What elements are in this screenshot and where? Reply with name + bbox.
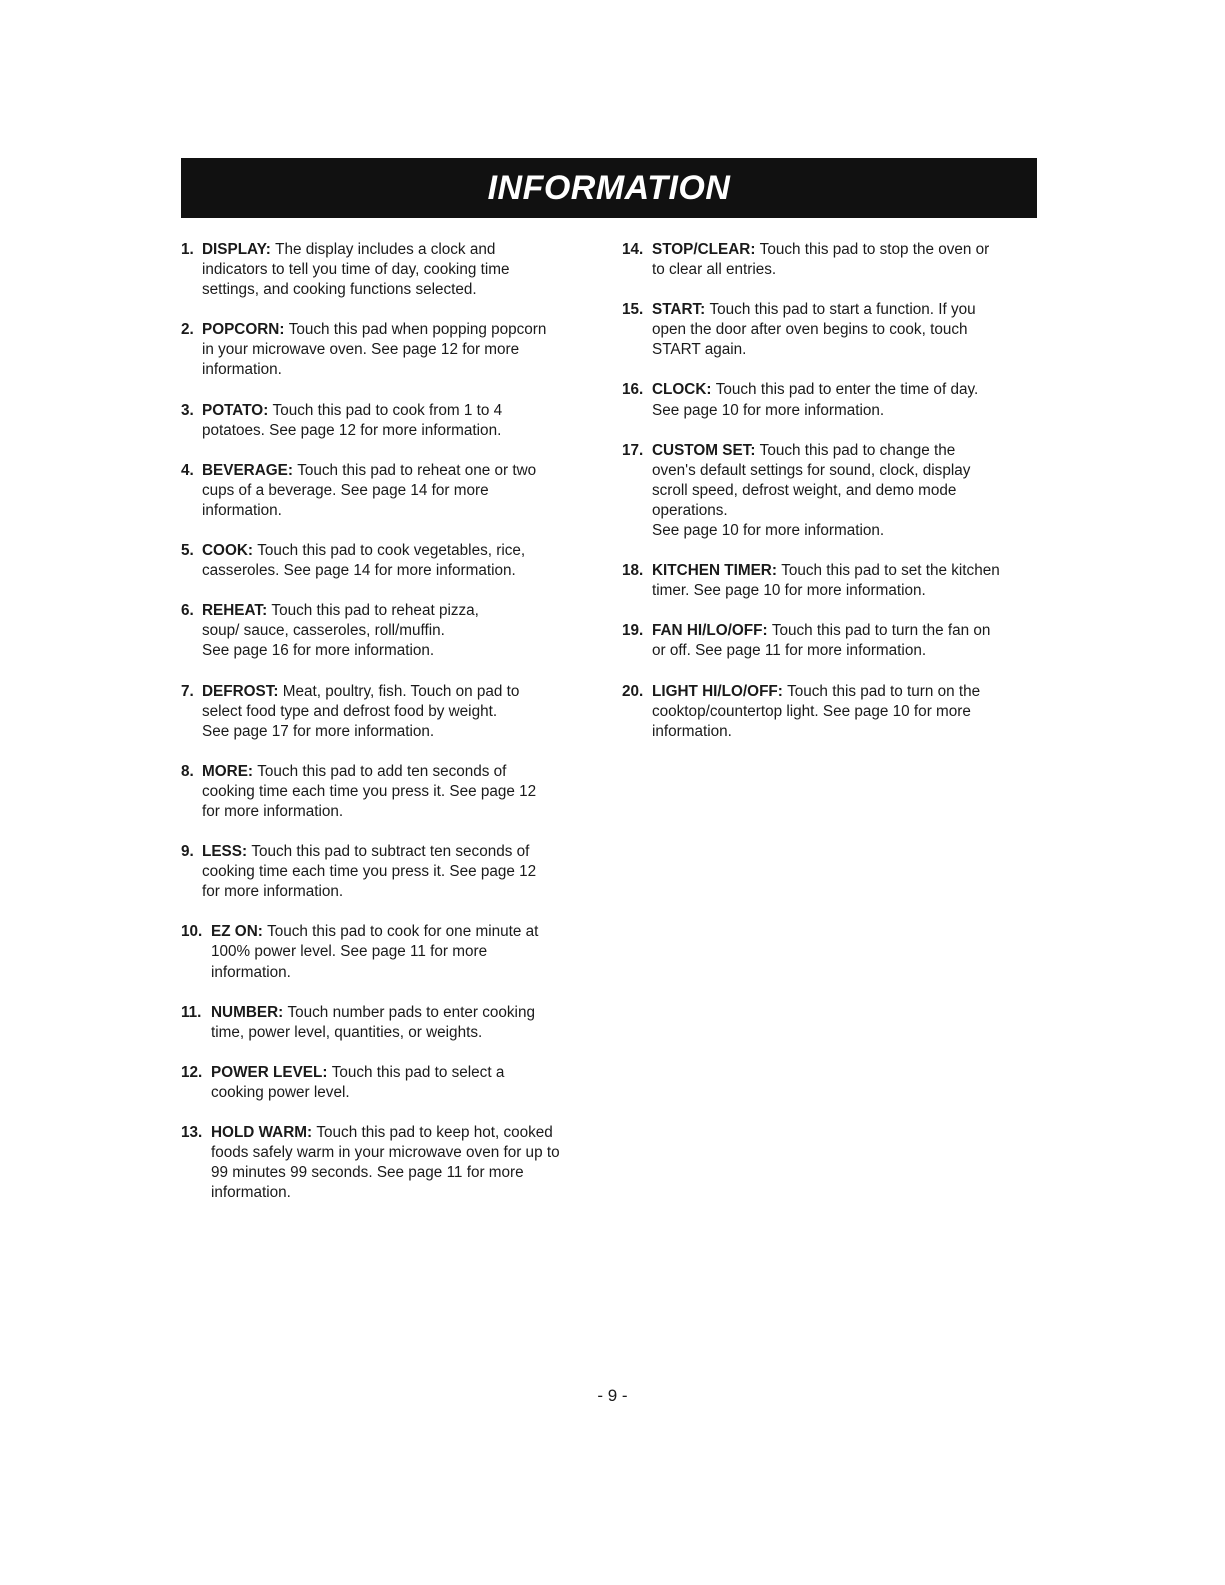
- item-term: CUSTOM SET: [652, 441, 751, 459]
- list-item: 17. CUSTOM SET: Touch this pad to change the oven's default settings for sound, clock, display scroll speed, defrost weight, and demo mode operations. See page 10 for more information.: [622, 441, 1042, 541]
- item-text: foods safely warm in your microwave oven for up to: [211, 1144, 560, 1162]
- section-header-banner: [181, 158, 1037, 218]
- item-number: 2.: [181, 321, 194, 339]
- list-item: 3. POTATO: Touch this pad to cook from 1 to 4 potatoes. See page 12 for more information.: [181, 401, 601, 441]
- item-number: 18.: [622, 562, 644, 580]
- list-item: 18. KITCHEN TIMER: Touch this pad to set the kitchen timer. See page 10 for more information.: [622, 561, 1042, 601]
- item-number: 15.: [622, 301, 644, 319]
- item-text: Touch this pad to reheat pizza,: [271, 602, 479, 620]
- list-item: 1. DISPLAY: The display includes a clock and indicators to tell you time of day, cooking time settings, and cooking functions selected.: [181, 240, 601, 300]
- item-number: 14.: [622, 241, 644, 258]
- item-text: information.: [211, 1184, 291, 1202]
- item-text: for more information.: [202, 802, 344, 820]
- item-text: Touch this pad to add ten seconds of: [257, 762, 507, 780]
- item-term: DEFROST: [202, 682, 274, 700]
- item-number: 19.: [622, 622, 644, 640]
- item-number: 3.: [181, 401, 194, 419]
- item-text: in your microwave oven. See page 12 for more: [202, 341, 520, 359]
- page-title: INFORMATION: [487, 168, 731, 207]
- list-item: 10. EZ ON: Touch this pad to cook for one minute at 100% power level. See page 11 for more information.: [181, 922, 601, 982]
- item-term: DISPLAY: [202, 241, 266, 258]
- item-text: Touch this pad to select a: [331, 1063, 505, 1081]
- right-column: [622, 240, 1042, 762]
- item-text: indicators to tell you time of day, cooking time: [202, 261, 510, 279]
- item-text: oven's default settings for sound, clock, display: [652, 461, 971, 479]
- item-term: HOLD WARM: [211, 1124, 308, 1141]
- item-text: 100% power level. See page 11 for more: [211, 943, 488, 961]
- item-text: Touch this pad to stop the oven or: [759, 241, 990, 258]
- item-text: Touch this pad to start a function. If you: [709, 301, 976, 319]
- item-text: Touch this pad to reheat one or two: [297, 461, 537, 479]
- item-number: 6.: [181, 602, 194, 620]
- item-text: Touch this pad to turn the fan on: [771, 622, 991, 640]
- item-text: open the door after oven begins to cook, touch: [652, 321, 968, 339]
- item-text: settings, and cooking functions selected.: [202, 281, 477, 299]
- list-item: 16. CLOCK: Touch this pad to enter the time of day. See page 10 for more information.: [622, 380, 1042, 420]
- left-column: [181, 240, 601, 1223]
- item-term: POTATO: [202, 401, 264, 419]
- page-number: - 9 -: [597, 1386, 628, 1405]
- item-text: Meat, poultry, fish. Touch on pad to: [282, 682, 520, 700]
- item-term: REHEAT: [202, 602, 263, 620]
- list-item: 19. FAN HI/LO/OFF: Touch this pad to turn the fan on or off. See page 11 for more information.: [622, 621, 1042, 661]
- item-text: operations.: [652, 501, 728, 519]
- item-text: Touch this pad to change the: [759, 441, 956, 459]
- item-number: 11.: [181, 1003, 202, 1021]
- item-number: 4.: [181, 461, 194, 479]
- item-text: casseroles. See page 14 for more information.: [202, 562, 516, 580]
- item-term: POWER LEVEL: [211, 1063, 323, 1081]
- item-text: cooking time each time you press it. See page 12: [202, 782, 537, 800]
- list-item: 6. REHEAT: Touch this pad to reheat pizza, soup/ sauce, casseroles, roll/muffin. See page 16 for more information.: [181, 601, 601, 661]
- item-term: EZ ON: [211, 923, 258, 941]
- list-item: 20. LIGHT HI/LO/OFF: Touch this pad to turn on the cooktop/countertop light. See page 10 for more information.: [622, 682, 1042, 742]
- item-number: 1.: [181, 241, 194, 258]
- item-text: Touch this pad to enter the time of day.: [715, 381, 979, 399]
- item-text: START again.: [652, 341, 747, 359]
- item-text: Touch number pads to enter cooking: [287, 1003, 535, 1021]
- item-text: Touch this pad to subtract ten seconds of: [251, 843, 530, 861]
- item-term: KITCHEN TIMER: [652, 562, 772, 580]
- item-number: 16.: [622, 381, 644, 399]
- item-term: CLOCK: [652, 381, 707, 399]
- item-text: The display includes a clock and: [275, 241, 496, 258]
- item-text: time, power level, quantities, or weights.: [211, 1023, 483, 1041]
- item-number: 9.: [181, 843, 194, 861]
- item-text: Touch this pad to cook from 1 to 4: [272, 401, 503, 419]
- list-item: 14. STOP/CLEAR: Touch this pad to stop the oven or to clear all entries.: [622, 240, 1042, 280]
- item-number: 12.: [181, 1063, 203, 1081]
- item-number: 7.: [181, 682, 194, 700]
- item-text: information.: [211, 963, 291, 981]
- item-text: Touch this pad to keep hot, cooked: [316, 1124, 553, 1141]
- item-text: select food type and defrost food by weight.: [202, 702, 498, 720]
- item-term: START: [652, 301, 701, 319]
- item-number: 5.: [181, 542, 194, 560]
- item-number: 13.: [181, 1124, 203, 1141]
- item-number: 8.: [181, 762, 194, 780]
- item-text: Touch this pad when popping popcorn: [288, 321, 547, 339]
- item-text: or off. See page 11 for more information.: [652, 642, 927, 660]
- list-item: 11. NUMBER: Touch number pads to enter cooking time, power level, quantities, or weights.: [181, 1003, 601, 1043]
- item-text: information.: [202, 361, 282, 379]
- list-item: 15. START: Touch this pad to start a function. If you open the door after oven begins to cook, touch START again.: [622, 300, 1042, 360]
- item-text: timer. See page 10 for more information.: [652, 582, 926, 600]
- item-text: See page 16 for more information.: [202, 642, 435, 660]
- list-item: 7. DEFROST: Meat, poultry, fish. Touch on pad to select food type and defrost food by weight. See page 17 for more information.: [181, 682, 601, 742]
- item-text: cups of a beverage. See page 14 for more: [202, 481, 489, 499]
- item-text: 99 minutes 99 seconds. See page 11 for more: [211, 1164, 524, 1182]
- item-number: 10.: [181, 923, 203, 941]
- list-item: 13. HOLD WARM: Touch this pad to keep hot, cooked foods safely warm in your microwave oven for up to 99 minutes 99 seconds. See page 11 for more information.: [181, 1123, 601, 1203]
- item-text: cooktop/countertop light. See page 10 for more: [652, 702, 971, 720]
- item-text: information.: [202, 501, 282, 519]
- list-item: 5. COOK: Touch this pad to cook vegetables, rice, casseroles. See page 14 for more information.: [181, 541, 601, 581]
- list-item: 4. BEVERAGE: Touch this pad to reheat one or two cups of a beverage. See page 14 for more information.: [181, 461, 601, 521]
- item-text: to clear all entries.: [652, 261, 777, 279]
- item-term: POPCORN: [202, 321, 280, 339]
- list-item: 12. POWER LEVEL: Touch this pad to select a cooking power level.: [181, 1063, 601, 1103]
- item-text: See page 17 for more information.: [202, 722, 435, 740]
- item-text: Touch this pad to turn on the: [787, 682, 981, 700]
- item-text: soup/ sauce, casseroles, roll/muffin.: [202, 622, 445, 640]
- item-text: cooking power level.: [211, 1083, 350, 1101]
- list-item: 8. MORE: Touch this pad to add ten seconds of cooking time each time you press it. See page 12 for more information.: [181, 762, 601, 822]
- item-term: LIGHT HI/LO/OFF: [652, 682, 778, 700]
- item-number: 17.: [622, 441, 644, 459]
- item-text: cooking time each time you press it. See page 12: [202, 863, 537, 881]
- list-item: 9. LESS: Touch this pad to subtract ten seconds of cooking time each time you press it. See page 12 for more information.: [181, 842, 601, 902]
- item-text: Touch this pad to set the kitchen: [781, 562, 1000, 580]
- item-text: for more information.: [202, 883, 344, 901]
- item-term: NUMBER: [211, 1003, 279, 1021]
- item-term: BEVERAGE: [202, 461, 288, 479]
- item-term: MORE: [202, 762, 248, 780]
- list-item: 2. POPCORN: Touch this pad when popping popcorn in your microwave oven. See page 12 for more information.: [181, 320, 601, 380]
- item-number: 20.: [622, 682, 644, 700]
- item-term: LESS: [202, 843, 242, 861]
- item-text: Touch this pad to cook vegetables, rice,: [257, 542, 526, 560]
- item-text: information.: [652, 722, 732, 740]
- item-text: See page 10 for more information.: [652, 522, 885, 540]
- item-text: See page 10 for more information.: [652, 401, 885, 419]
- item-term: STOP/CLEAR: [652, 241, 751, 258]
- item-term: FAN HI/LO/OFF: [652, 622, 763, 640]
- item-text: Touch this pad to cook for one minute at: [267, 923, 539, 941]
- item-text: scroll speed, defrost weight, and demo mode: [652, 481, 957, 499]
- item-term: COOK: [202, 542, 248, 560]
- item-text: potatoes. See page 12 for more information.: [202, 421, 502, 439]
